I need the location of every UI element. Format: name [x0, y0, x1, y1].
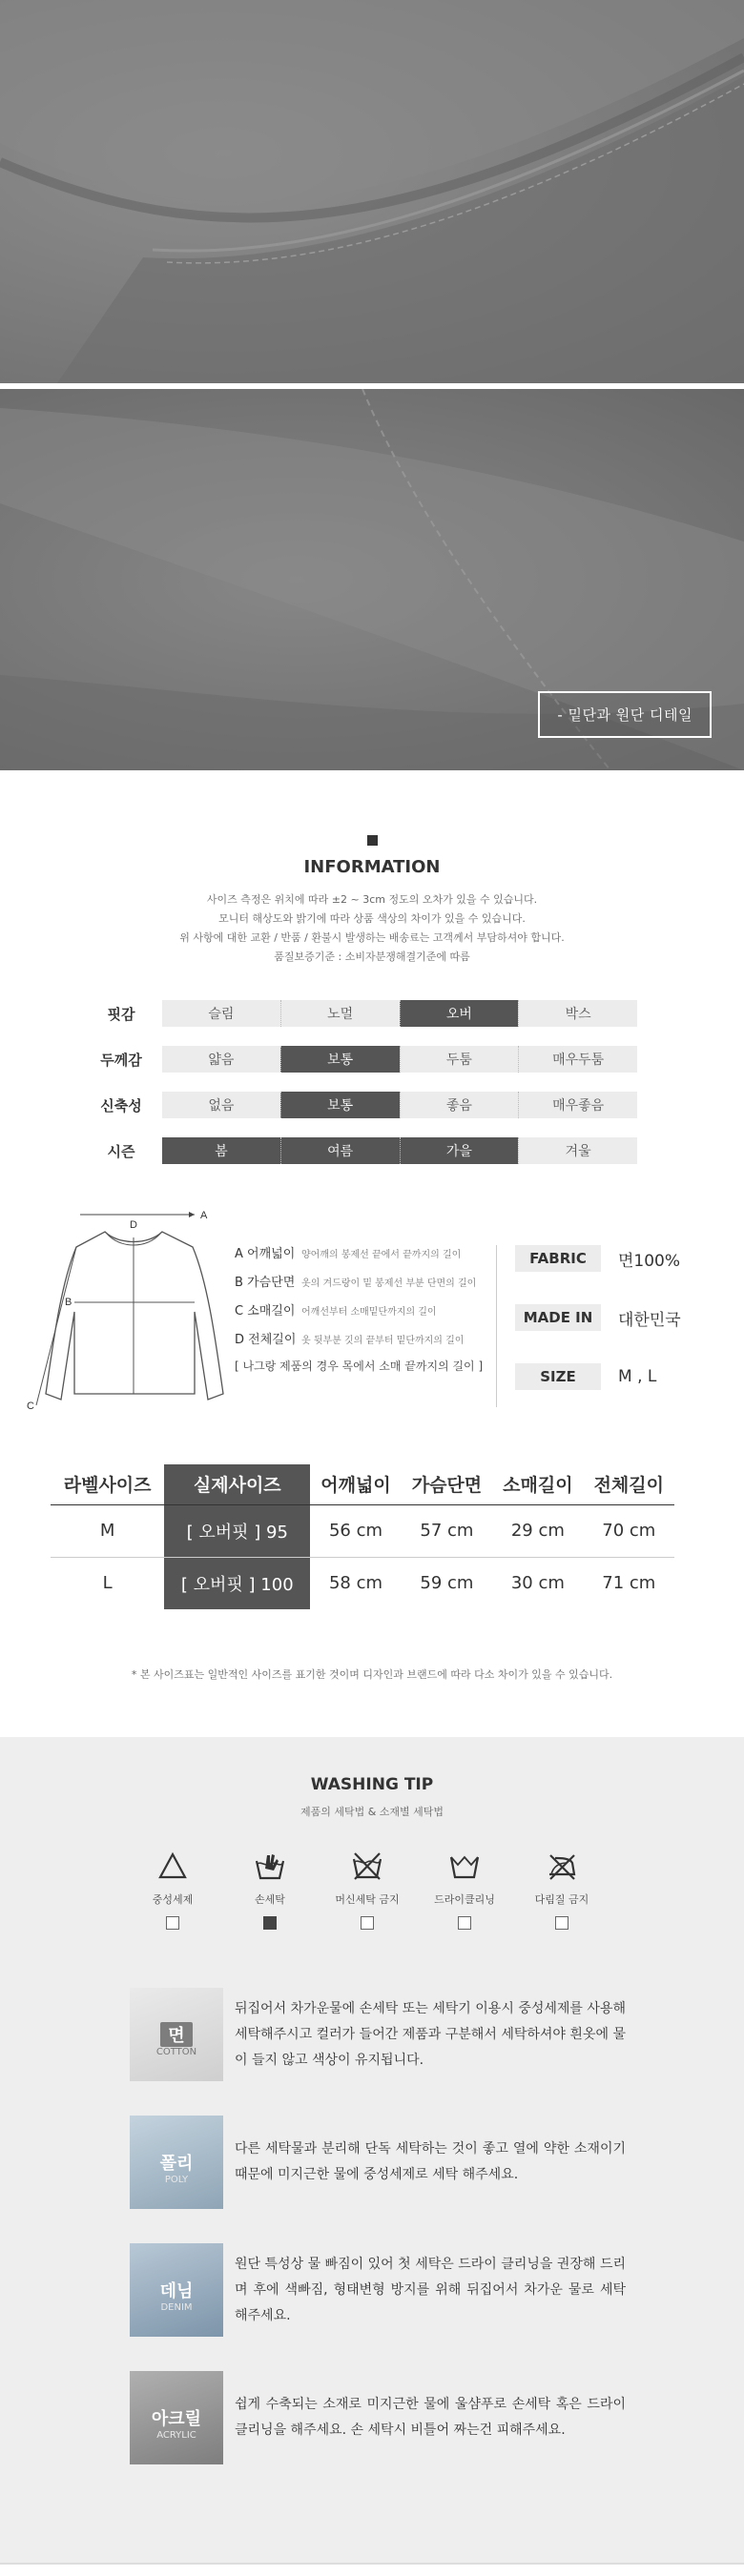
legend-key: D 전체길이 — [235, 1333, 297, 1347]
legend-desc: 양어깨의 봉제선 끝에서 끝까지의 길이 — [301, 1250, 462, 1260]
fabric-hem-photo-bottom — [0, 389, 744, 770]
table-cell: 58 cm — [328, 1573, 383, 1594]
label-c: C — [27, 1400, 34, 1412]
fabric-care-denim — [130, 2240, 626, 2340]
table-cell: 71 cm — [602, 1573, 656, 1594]
table-row — [51, 1504, 674, 1557]
legend-desc: 어깨선부터 소매밑단까지의 길이 — [301, 1307, 437, 1318]
fabric-hem-photo-top — [0, 0, 744, 383]
cotton-swatch — [130, 1988, 223, 2081]
info-note: 모니터 해상도와 밝기에 따라 상품 색상의 차이가 있을 수 있습니다. — [218, 912, 526, 925]
washing-tip-section — [0, 1737, 744, 2563]
attribute-option: 매우두툼 — [518, 1046, 637, 1073]
attribute-option-selected: 보통 — [280, 1092, 400, 1118]
page-bottom-divider — [0, 2563, 744, 2576]
table-cell: 57 cm — [402, 1504, 492, 1557]
attribute-option-selected: 여름 — [280, 1137, 400, 1164]
attribute-label: 핏감 — [107, 1005, 135, 1023]
attribute-row — [80, 999, 637, 1028]
fabric-sub: ACRYLIC — [156, 2430, 196, 2441]
fabric-sub: COTTON — [155, 2047, 197, 2057]
neutral-detergent-icon — [156, 1850, 189, 1882]
wash-label: 손세탁 — [255, 1893, 285, 1906]
no-machine-wash-icon — [351, 1850, 383, 1882]
info-note: 사이즈 측정은 위치에 따라 ±2 ~ 3cm 정도의 오차가 있을 수 있습니다. — [206, 893, 538, 906]
fabric-name: 면 — [160, 2022, 193, 2047]
wash-checkbox — [458, 1916, 471, 1930]
attribute-options — [162, 1046, 637, 1073]
garment-measure-diagram — [13, 1207, 233, 1417]
header-length: 전체길이 — [584, 1464, 674, 1504]
wash-item-no-ironing — [513, 1850, 610, 1930]
washing-title: WASHING TIP — [310, 1775, 434, 1794]
wash-label: 중성세제 — [152, 1893, 194, 1906]
legend-key: B 가슴단면 — [235, 1276, 296, 1290]
attribute-option-selected: 오버 — [400, 1000, 519, 1027]
wash-label: 머신세탁 금지 — [335, 1893, 400, 1906]
attribute-label: 두께감 — [100, 1051, 142, 1069]
info-note: 위 사항에 대한 교환 / 반품 / 환불시 발생하는 배송료는 고객께서 부담하셔야 합니다. — [179, 931, 565, 944]
fabric-care-text: 쉽게 수축되는 소재로 미지근한 물에 울샴푸로 손세탁 혹은 드라이 클리닝을 해주세요. 손 세탁시 비틀어 짜는건 피해주세요. — [235, 2397, 626, 2438]
fabric-care-text: 다른 세탁물과 분리해 단독 세탁하는 것이 좋고 열에 약한 소재이기 때문에 미지근한 물에 중성세제로 세탁 해주세요. — [235, 2141, 626, 2182]
attribute-row — [80, 1091, 637, 1119]
attribute-option: 좋음 — [400, 1092, 519, 1118]
sweatshirt-outline — [46, 1232, 223, 1400]
attribute-row — [80, 1136, 637, 1165]
table-cell: 29 cm — [492, 1504, 583, 1557]
fabric-name: 아크릴 — [151, 2409, 202, 2429]
wash-care-icons — [0, 1850, 744, 1930]
header-label-size: 라벨사이즈 — [51, 1464, 164, 1504]
table-cell: 70 cm — [584, 1504, 674, 1557]
header-sleeve: 소매길이 — [492, 1464, 583, 1504]
hand-wash-icon — [254, 1850, 286, 1882]
table-cell: 59 cm — [420, 1573, 474, 1594]
spec-row — [515, 1363, 706, 1390]
square-bullet-icon — [367, 835, 378, 846]
fabric-sub: POLY — [164, 2175, 189, 2185]
attribute-option: 두툼 — [400, 1046, 519, 1073]
measurement-legend — [235, 1243, 488, 1374]
attribute-option: 노멀 — [280, 1000, 400, 1027]
attribute-options — [162, 1092, 637, 1118]
fabric-sub: DENIM — [160, 2302, 193, 2313]
attribute-label: 신축성 — [100, 1096, 142, 1114]
header-chest: 가슴단면 — [402, 1464, 492, 1504]
fabric-care-cotton — [130, 1985, 626, 2084]
label-b: B — [65, 1297, 72, 1308]
raglan-note: [ 나그랑 제품의 경우 목에서 소매 끝까지의 길이 ] — [235, 1360, 484, 1373]
legend-item — [235, 1272, 488, 1290]
wash-item-no-machine-wash — [319, 1850, 416, 1930]
size-table — [51, 1464, 674, 1609]
wash-label: 드라이클리닝 — [434, 1893, 495, 1906]
fabric-care-poly — [130, 2113, 626, 2212]
information-section — [0, 770, 744, 967]
spec-key: FABRIC — [515, 1245, 601, 1272]
table-row — [51, 1557, 674, 1609]
spec-key: SIZE — [515, 1363, 601, 1390]
legend-desc: 옷 뒷부분 깃의 끝부터 밑단까지의 길이 — [301, 1336, 465, 1346]
fabric-care-text: 원단 특성상 물 빠짐이 있어 첫 세탁은 드라이 클리닝을 권장해 드리며 후에 색빠짐, 형태변형 방지를 위해 뒤집어서 차가운 물로 세탁 해주세요. — [235, 2256, 626, 2323]
attribute-option: 없음 — [208, 1098, 235, 1114]
legend-key: C 소매길이 — [235, 1304, 296, 1319]
product-attribute-table — [80, 999, 637, 1165]
spec-value: 면100% — [618, 1251, 681, 1271]
spec-value: M , L — [618, 1367, 657, 1386]
wash-item-hand-wash — [221, 1850, 319, 1930]
attribute-option: 박스 — [518, 1000, 637, 1027]
attribute-option-selected: 가을 — [400, 1137, 519, 1164]
legend-key: A 어깨넓이 — [235, 1247, 296, 1261]
size-note: * 본 사이즈표는 일반적인 사이즈를 표기한 것이며 디자인과 브랜드에 따라 다소 차이가 있을 수 있습니다. — [131, 1668, 613, 1681]
legend-item — [235, 1329, 488, 1347]
attribute-row — [80, 1045, 637, 1073]
legend-item — [235, 1243, 488, 1261]
wash-checkbox — [166, 1916, 179, 1930]
washing-subtitle: 제품의 세탁법 & 소재별 세탁법 — [300, 1806, 444, 1818]
wash-item-neutral-detergent — [124, 1850, 221, 1930]
fabric-name: 데님 — [159, 2281, 194, 2301]
attribute-label: 시즌 — [107, 1142, 135, 1160]
wash-checkbox-checked — [263, 1916, 277, 1930]
hem-fold-illustration — [0, 0, 744, 383]
attribute-option: 매우좋음 — [518, 1092, 637, 1118]
spec-key: MADE IN — [515, 1304, 601, 1331]
attribute-option-selected: 보통 — [280, 1046, 400, 1073]
wash-item-dry-clean — [416, 1850, 513, 1930]
table-cell: 30 cm — [510, 1573, 565, 1594]
table-cell: [ 오버핏 ] 95 — [164, 1504, 310, 1557]
table-cell: L — [102, 1573, 113, 1594]
dry-clean-icon — [448, 1850, 481, 1882]
header-shoulder: 어깨넓이 — [310, 1464, 401, 1504]
attribute-options — [162, 1137, 637, 1164]
arrow-right-icon — [189, 1212, 195, 1217]
fabric-name: 폴리 — [159, 2154, 194, 2174]
wash-label: 다림질 금지 — [534, 1893, 589, 1906]
fabric-care-acrylic — [130, 2368, 626, 2467]
table-cell: M — [51, 1504, 164, 1557]
attribute-option-selected: 봄 — [162, 1137, 280, 1164]
wash-checkbox — [361, 1916, 374, 1930]
product-specs — [515, 1245, 706, 1422]
header-actual-size: 실제사이즈 — [164, 1464, 310, 1504]
legend-item — [235, 1300, 488, 1319]
attribute-options — [162, 1000, 637, 1027]
no-ironing-icon — [546, 1850, 578, 1882]
denim-swatch — [130, 2243, 223, 2337]
information-title: INFORMATION — [303, 857, 441, 877]
spec-row — [515, 1245, 706, 1272]
attribute-option: 슬림 — [208, 1007, 235, 1022]
spec-value: 대한민국 — [618, 1310, 681, 1330]
attribute-option: 겨울 — [518, 1137, 637, 1164]
spec-row — [515, 1304, 706, 1331]
fabric-care-text: 뒤집어서 차가운물에 손세탁 또는 세탁기 이용시 중성세제를 사용해 세탁해주시고 컬러가 들어간 제품과 구분해서 세탁하셔야 흰옷에 물이 들지 않고 색상이 유지됩니다. — [235, 2000, 626, 2068]
info-note: 품질보증기준 : 소비자분쟁해결기준에 따름 — [274, 951, 470, 963]
information-notes — [0, 890, 744, 967]
size-table-header — [51, 1464, 674, 1504]
acrylic-swatch — [130, 2371, 223, 2464]
label-d: D — [130, 1219, 137, 1231]
divider — [496, 1245, 497, 1407]
legend-desc: 옷의 겨드랑이 밑 봉제선 부분 단면의 길이 — [301, 1278, 477, 1289]
wash-checkbox — [555, 1916, 568, 1930]
fabric-care-list — [130, 1985, 626, 2467]
table-cell: 56 cm — [310, 1504, 401, 1557]
label-a: A — [200, 1210, 208, 1221]
detail-caption: - 밑단과 원단 디테일 — [538, 691, 712, 738]
measurement-guide — [0, 1207, 744, 1436]
poly-swatch — [130, 2116, 223, 2209]
table-cell: [ 오버핏 ] 100 — [164, 1557, 310, 1609]
attribute-option: 얇음 — [208, 1053, 235, 1068]
